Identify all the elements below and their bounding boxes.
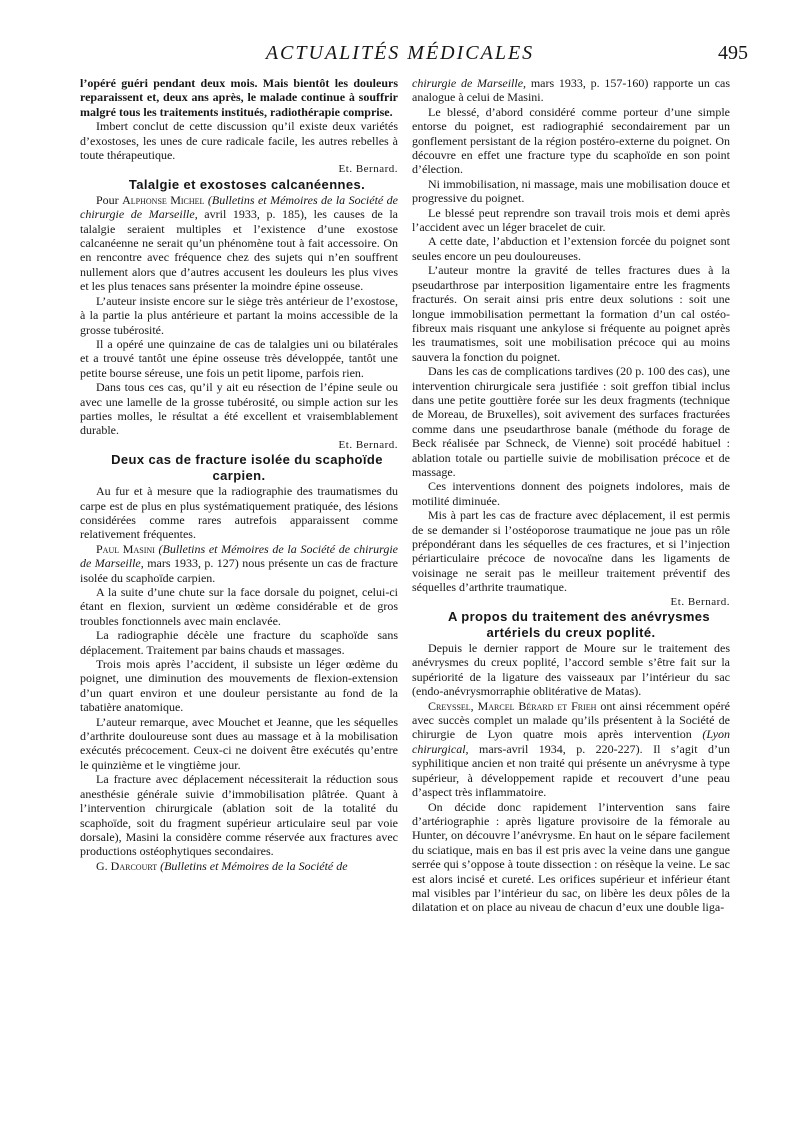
citation: (Bulletins et Mémoires de la Société de chirurgie de Marseille,	[80, 541, 398, 571]
paragraph: l’opéré guéri pendant deux mois. Mais bientôt les douleurs reparaissent et, deux ans après, le malade continue à souffrir malgré tous les traitements institués, radiothérapie comprise.	[80, 76, 398, 119]
paragraph: Ni immobilisation, ni massage, mais une mobilisation douce et progressive du poignet.	[412, 176, 730, 206]
article-title: Talalgie et exostoses calcanéennes.	[128, 176, 366, 192]
left-column	[80, 76, 398, 873]
paragraph: L’auteur remarque, avec Mouchet et Jeanne, que les séquelles d’arthrite douloureuse sont dues au massage et à la mobilisation exécutés précocement. Ceux-ci ne doivent être exécutés qu’entre le quinzième et le vingtième jour.	[80, 714, 398, 772]
paragraph-lead: G.	[96, 858, 108, 873]
paragraph	[80, 859, 398, 873]
article-title	[80, 452, 398, 484]
paragraph: Dans tous ces cas, qu’il y ait eu résection de l’épine seule ou avec une lamelle de la grosse tubérosité, ou simple action sur les parties molles, le résultat a été excellent et vraisemblablement durable.	[80, 380, 398, 438]
paragraph: Trois mois après l’accident, il subsiste un léger œdème du poignet, une diminution des mouvements de flexion-extension d’un quart environ et une douleur persistante au fond de la tabatière anatomique.	[80, 657, 398, 715]
article-title-line: carpien.	[212, 468, 266, 484]
paragraph: A cette date, l’abduction et l’extension forcée du poignet sont seules encore un peu douloureuses.	[412, 234, 730, 263]
paragraph-text: mars-avril 1934, p. 220-227). Il s’agit d’un syphilitique ancien et non traité qui présente un anévrysme à type supérieur, à développement rapide et recouvert d’une peau d’aspect très inflammatoire.	[412, 741, 730, 800]
signature: Et. Bernard.	[670, 595, 730, 608]
citation: (Lyon chirurgical,	[412, 727, 731, 756]
paragraph-text: mars 1933, p. 127) nous présente un cas de fracture isolée du scaphoïde carpien.	[80, 556, 398, 585]
paragraph: Mis à part les cas de fracture avec déplacement, il est permis de se demander si l’ostéoporose traumatique ne joue pas un rôle prépondérant dans les séquelles de ces fractures, et si l’injection périarticulaire précoce de novocaïne dans les ligaments de voisinage ne serait pas le meilleur traitement préventif des séquelles d’arthrite traumatique.	[412, 508, 730, 595]
paragraph: A la suite d’une chute sur la face dorsale du poignet, celui-ci étant en flexion, survient un œdème considérable et de gros troubles fonctionnels avec main enclavée.	[80, 585, 398, 628]
author-name: Darcourt	[110, 858, 158, 873]
paragraph-text: avril 1933, p. 185), les causes de la talalgie seraient multiples et l’existence d’une exostose calcanéenne ne serait qu’un phénomène tout à fait accessoire. On en rencontre avec fréquence chez des sujets qui n’en souffrent nullement alors que d’autres accusent les douleurs les plus vives et les plus tenaces sans présenter la moindre épine osseuse.	[80, 207, 399, 294]
paragraph: Il a opéré une quinzaine de cas de talalgies uni ou bilatérales et a trouvé tantôt une épine osseuse très développée, tantôt une petite bourse séreuse, une fois un petit lipome, parfois rien.	[80, 336, 398, 380]
paragraph: Le blessé, d’abord considéré comme porteur d’une simple entorse du poignet, est radiographié secondairement par un gonflement persistant de la région postéro-externe du poignet. On découvre en effet une fracture type du scaphoïde en son point d’élection.	[412, 104, 730, 177]
paragraph: La fracture avec déplacement nécessiterait la réduction sous anesthésie générale suivie d’immobilisation plâtrée. Quant à l’intervention chirurgicale (ablation soit de la totalité du scaphoïde, soit du fragment supérieur articulaire seul par voie dorsale), Masini la considère comme réservée aux fractures avec productions ostéophytiques secondaires.	[80, 772, 398, 859]
paragraph-text: mars 1933, p. 157-160) rapporte un cas analogue à celui de Masini.	[412, 76, 731, 105]
paragraph: L’auteur insiste encore sur le siège très antérieur de l’exostose, à la partie la plus antérieure et partant la moins accessible de la grosse tubérosité.	[80, 293, 398, 337]
paragraph: Au fur et à mesure que la radiographie des traumatismes du carpe est de plus en plus systématiquement pratiquée, des lésions considérées comme rares autrefois apparaissent comme relativement fréquentes.	[80, 484, 398, 542]
paragraph: On décide donc rapidement l’intervention sans faire d’artériographie : après ligature provisoire de la fémorale au Hunter, on découvre l’anévrysme. En haut on le sépare facilement du sciatique, mais en bas il est pris avec la veine dans une gangue serrée qui s’oppose à toute dissection : on résèque la veine. Le sac est alors incisé et cureté. Les orifices supérieur et inférieur étant mal visibles par l’intérieur du sac, on libère les deux pôles de la dilatation et on place au niveau de chacun d’eux une double liga-	[412, 799, 730, 915]
citation: chirurgie de Marseille,	[412, 76, 527, 90]
right-column	[412, 76, 730, 915]
citation: (Bulletins et Mémoires de la Société de chirurgie de Marseille,	[80, 192, 398, 222]
signature: Et. Bernard.	[338, 438, 398, 451]
signature: Et. Bernard.	[338, 163, 398, 176]
page-header	[0, 0, 800, 70]
article-title-line: artériels du creux poplité.	[486, 625, 656, 641]
paragraph: Dans les cas de complications tardives (20 p. 100 des cas), une intervention chirurgicale sera justifiée : soit greffon tibial inclus dans une petite gouttière forée sur les deux fragments (technique de Moreau, de Bruxelles), soit avivement des surfaces fracturées comme dans une pseudarthrose banale (méthode du forage de Beck réalisée par Schneck, de Vienne) soit procédé habituel : ablation totale ou partielle suivie de mobilisation précoce et de massage.	[412, 364, 730, 479]
paragraph: Le blessé peut reprendre son travail trois mois et demi après l’accident avec un léger bracelet de cuir.	[412, 205, 730, 235]
author-name: Alphonse Michel	[122, 192, 205, 207]
paragraph	[80, 193, 398, 294]
paragraph: Depuis le dernier rapport de Moure sur le traitement des anévrysmes du creux poplité, l’accord semble s’être fait sur la supériorité de la ligature des vaisseaux par l’intérieur du sac (endo-anévrysmorraphie oblitérative de Matas).	[412, 641, 730, 699]
article-title	[412, 609, 730, 641]
paragraph	[412, 76, 730, 105]
citation: (Bulletins et Mémoires de la Société de	[160, 858, 348, 873]
author-name: Creyssel, Marcel Bérard et Frieh	[428, 698, 597, 713]
author-name: Paul Masini	[96, 541, 155, 556]
page-number: 495	[718, 42, 748, 64]
paragraph-lead: Pour	[96, 192, 119, 207]
paragraph: L’auteur montre la gravité de telles fractures dues à la pseudarthrose par interposition ligamentaire entre les fragments fracturés. On serait ainsi pris entre deux solutions : soit une longue immobilisation permettant la formation d’un cal ostéo-fibreux mais risquant une ankylose si fréquente au poignet après les traumatismes, soit une mobilisation précoce qui au moins sauvera la fonction du poignet.	[412, 263, 730, 364]
article-title-line: Deux cas de fracture isolée du scaphoïde	[111, 452, 383, 468]
paragraph	[80, 542, 398, 585]
running-title: ACTUALITÉS MÉDICALES	[265, 42, 535, 64]
paragraph-text: ont ainsi récemment opéré avec succès complet un malade qu’ils présentent à la Société de chirurgie de Lyon quatre mois après intervention	[412, 698, 730, 742]
paragraph: Ces interventions donnent des poignets indolores, mais de motilité diminuée.	[412, 479, 730, 508]
paragraph: Imbert conclut de cette discussion qu’il existe deux variétés d’exostoses, les unes de cure radicale facile, les autres rebelles à toute thérapeutique.	[80, 119, 398, 163]
article-title-line: A propos du traitement des anévrysmes	[447, 609, 711, 625]
paragraph: La radiographie décèle une fracture du scaphoïde sans déplacement. Traitement par bains chauds et massages.	[80, 628, 398, 657]
paragraph	[412, 699, 730, 800]
